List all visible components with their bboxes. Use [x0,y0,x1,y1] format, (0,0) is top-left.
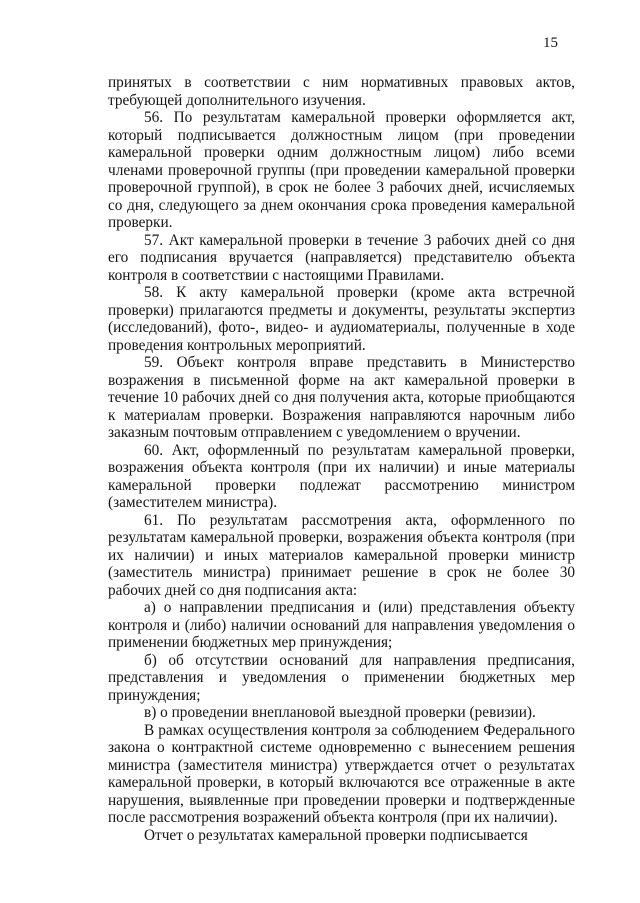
subitem-b: б) об отсутствии оснований для направления предписания, представления и уведомления о применении бюджетных мер принуждения; [108,651,575,704]
document-body [108,74,575,844]
paragraph-continuation: принятых в соответствии с ним нормативных правовых актов, требующей дополнительного изучения. [108,74,575,109]
paragraph-contract-system: В рамках осуществления контроля за соблюдением Федерального закона о контрактной системе одновременно с вынесением решения министра (заместителя министра) утверждается отчет о результатах камеральной проверки, в который включаются все отраженные в акте нарушения, выявленные при проведении проверки и подтвержденные после рассмотрения возражений объекта контроля (при их наличии). [108,721,575,826]
paragraph-56: 56. По результатам камеральной проверки оформляется акт, который подписывается должностным лицом (при проведении камеральной проверки одним должностным лицом) либо всеми членами проверочной группы (при проведении камеральной проверки проверочной группой), в срок не более 3 рабочих дней, исчисляемых со дня, следующего за днем окончания срока проведения камеральной проверки. [108,109,575,231]
paragraph-59: 59. Объект контроля вправе представить в Министерство возражения в письменной форме на акт камеральной проверки в течение 10 рабочих дней со дня получения акта, которые приобщаются к материалам проверки. Возражения направляются нарочным либо заказным почтовым отправлением с уведомлением о вручении. [108,354,575,441]
page-number: 15 [543,35,558,51]
paragraph-61: 61. По результатам рассмотрения акта, оформленного по результатам камеральной проверки, возражения объекта контроля (при их наличии) и иных материалов камеральной проверки министр (заместитель министра) принимает решение в срок не более 30 рабочих дней со дня подписания акта: [108,511,575,599]
subitem-a: а) о направлении предписания и (или) представления объекту контроля и (либо) наличии оснований для направления уведомления о применении бюджетных мер принуждения; [108,599,575,651]
paragraph-58: 58. К акту камеральной проверки (кроме акта встречной проверки) прилагаются предметы и документы, результаты экспертиз (исследований), фото-, видео- и аудиоматериалы, полученные в ходе проведения контрольных мероприятий. [108,284,575,354]
paragraph-60: 60. Акт, оформленный по результатам камеральной проверки, возражения объекта контроля (при их наличии) и иные материалы камеральной проверки подлежат рассмотрению министром (заместителем министра). [108,441,575,511]
paragraph-57: 57. Акт камеральной проверки в течение 3 рабочих дней со дня его подписания вручается (направляется) представителю объекта контроля в соответствии с настоящими Правилами. [108,231,575,284]
subitem-v: в) о проведении внеплановой выездной проверки (ревизии). [144,704,536,721]
paragraph-report-signing: Отчет о результатах камеральной проверки подписывается [144,826,528,844]
